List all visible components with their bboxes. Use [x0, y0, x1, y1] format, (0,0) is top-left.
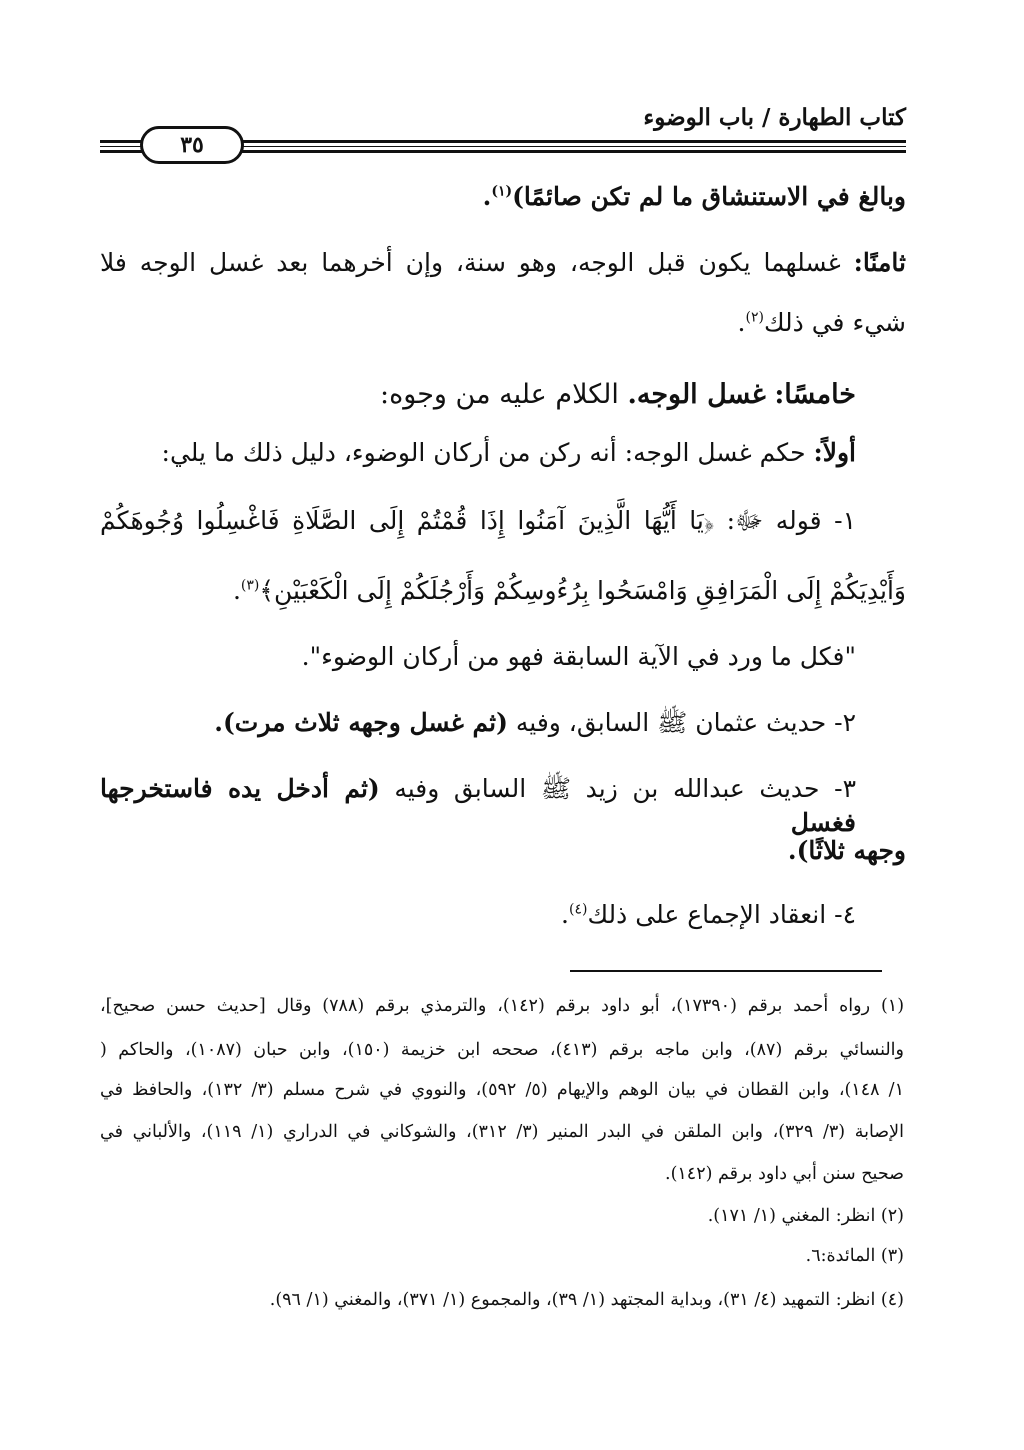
label-awwalan: أولاً:: [813, 438, 856, 467]
footnote-1-line-5: صحيح سنن أبي داود برقم (١٤٢).: [665, 1164, 904, 1184]
paragraph-thamina-line-2: [100, 306, 906, 340]
evidence-2: [100, 706, 856, 740]
paragraph-thamina-line-1: [100, 246, 906, 280]
paragraph-awwalan-text: حكم غسل الوجه: أنه ركن من أركان الوضوء، دليل ذلك ما يلي:: [161, 438, 806, 467]
evidence-3-quote-1: (ثم أدخل يده فاستخرجها فغسل: [100, 774, 856, 837]
evidence-4-text: ٤- انعقاد الإجماع على ذلك: [587, 900, 856, 929]
running-title: كتاب الطهارة / باب الوضوء: [643, 104, 906, 131]
evidence-1-text-2: وَأَيْدِيَكُمْ إِلَى الْمَرَافِقِ وَامْسَحُوا بِرُءُوسِكُمْ وَأَرْجُلَكُمْ إِلَى الْكَعْبَيْنِ﴾: [259, 576, 906, 605]
evidence-2-quote: (ثم غسل وجهه ثلاث مرت).: [214, 708, 508, 737]
page-number: ٣٥: [140, 126, 244, 164]
evidence-1-explanation: "فكل ما ورد في الآية السابقة فهو من أركان الوضوء".: [301, 642, 856, 671]
label-thamina: ثامنًا:: [853, 248, 906, 277]
section-heading: [100, 378, 856, 412]
footnote-1-line-2: والنسائي برقم (٨٧)، وابن ماجه برقم (٤١٣)، صححه ابن خزيمة (١٥٠)، وابن حبان (١٠٨٧)، والحاكم (: [100, 1040, 904, 1060]
paragraph-awwalan: [100, 436, 856, 470]
body-line-1-end: .: [482, 182, 492, 211]
footnote-3: (٣) المائدة:٦.: [805, 1246, 904, 1266]
paragraph-thamina-text-2: شيء في ذلك: [763, 308, 906, 337]
footnote-ref-2: (٢): [745, 309, 764, 326]
evidence-4-end: .: [561, 900, 569, 929]
evidence-3-line-2: وجهه ثلاثًا).: [787, 836, 906, 865]
heading-title: غسل الوجه.: [627, 379, 766, 410]
heading-rest: الكلام عليه من وجوه:: [380, 379, 619, 410]
paragraph-thamina-text-1: غسلهما يكون قبل الوجه، وهو سنة، وإن أخرهما بعد غسل الوجه فلا: [100, 248, 841, 277]
footnote-ref-1: (١): [491, 183, 513, 200]
evidence-1-line-2: [100, 574, 906, 608]
body-line-1-text: وبالغ في الاستنشاق ما لم تكن صائمًا): [512, 182, 906, 211]
footnote-ref-4: (٤): [569, 901, 588, 918]
evidence-4: [100, 898, 856, 932]
heading-label: خامسًا:: [774, 379, 856, 410]
footnote-1-line-4: الإصابة (٣/ ٣٢٩)، وابن الملقن في البدر المنير (٣/ ٣١٢)، والشوكاني في الدراري (١/ ١١٩)، والألباني في: [100, 1122, 904, 1142]
evidence-2-text: ٢- حديث عثمان ﷺ السابق، وفيه: [515, 708, 856, 737]
footnote-1-line-1: (١) رواه أحمد برقم (١٧٣٩٠)، أبو داود برقم (١٤٢)، والترمذي برقم (٧٨٨) وقال [حديث حسن صحيح]،: [100, 996, 905, 1016]
footnote-ref-3: (٣): [240, 577, 260, 594]
footnote-1-line-3: ١/ ١٤٨)، وابن القطان في بيان الوهم والإيهام (٥/ ٥٩٢)، والنووي في شرح مسلم (٣/ ١٣٢)، والحافظ في: [100, 1080, 904, 1100]
footnote-separator: [570, 970, 882, 972]
footnote-4: (٤) انظر: التمهيد (٤/ ٣١)، وبداية المجتهد (١/ ٣٩)، والمجموع (١/ ٣٧١)، والمغني (١/ ٩٦).: [269, 1290, 904, 1310]
evidence-1-end: .: [232, 576, 241, 605]
evidence-3-line-1: [100, 772, 856, 840]
body-line-1: [100, 180, 906, 214]
evidence-1-line-1: [100, 504, 856, 538]
evidence-3-text: ٣- حديث عبدالله بن زيد ﷺ السابق وفيه: [394, 774, 856, 803]
paragraph-thamina-end: .: [737, 308, 746, 337]
evidence-1-text-1: ١- قوله ﷻ: ﴿يَا أَيُّهَا الَّذِينَ آمَنُوا إِذَا قُمْتُمْ إِلَى الصَّلَاةِ فَاغْسِلُوا وُجُوهَكُمْ: [100, 506, 856, 535]
footnote-2: (٢) انظر: المغني (١/ ١٧١).: [707, 1206, 904, 1226]
